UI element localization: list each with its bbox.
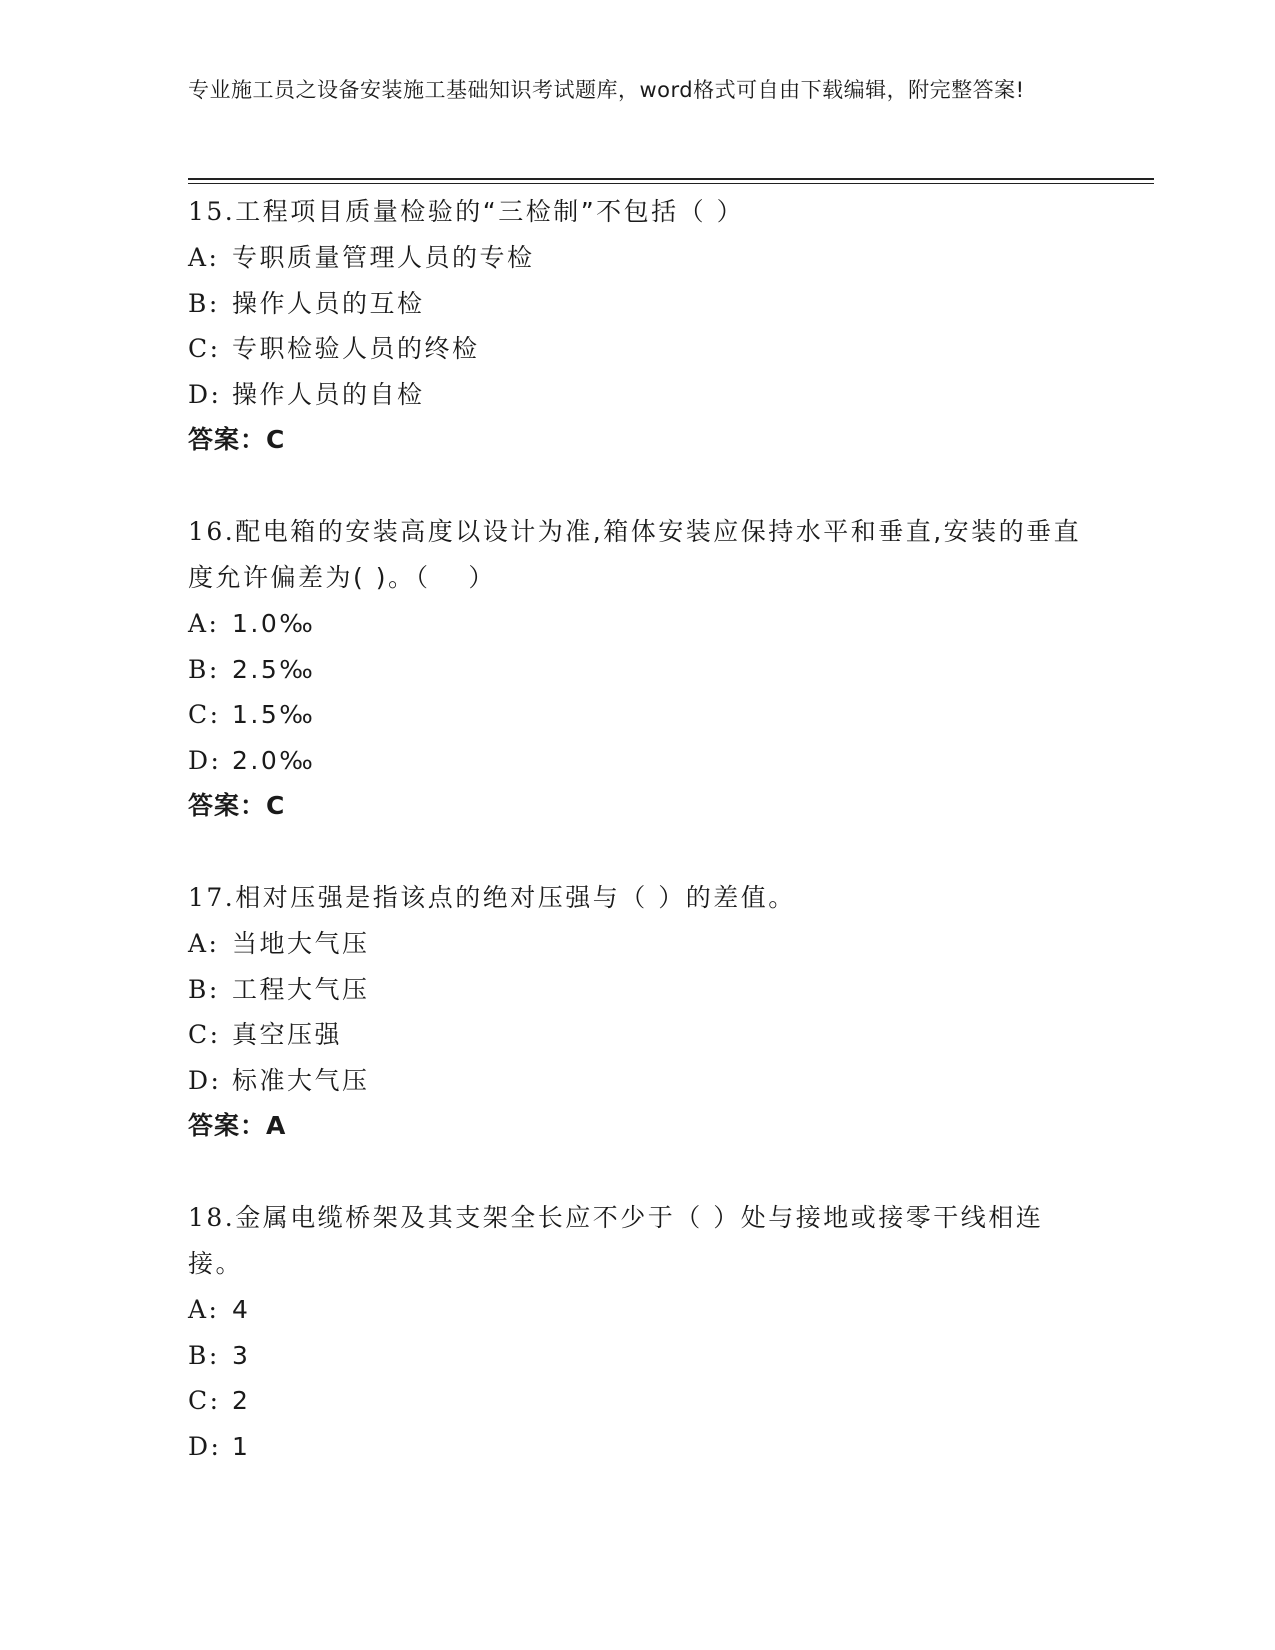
header-divider-thin [188, 183, 1154, 184]
option-a [188, 601, 1088, 647]
question-stem [188, 875, 1088, 921]
question-list [188, 189, 1088, 1515]
option-d [188, 738, 1088, 784]
option-text: 操作人员的互检 [232, 288, 425, 318]
option-b [188, 1333, 1088, 1379]
document-header: 专业施工员之设备安装施工基础知识考试题库，word格式可自由下载编辑，附完整答案! [188, 78, 1025, 102]
option-text: 2 [232, 1386, 251, 1415]
option-c [188, 692, 1088, 738]
option-label: D: [188, 379, 222, 409]
option-text: 专职质量管理人员的专检 [232, 243, 535, 272]
option-label: B: [188, 654, 220, 684]
option-label: B: [188, 974, 220, 1004]
option-a [188, 1287, 1088, 1333]
option-d [188, 1058, 1088, 1104]
option-text: 专职检验人员的终检 [232, 334, 480, 363]
question-text: 配电箱的安装高度以设计为准,箱体安装应保持水平和垂直,安装的垂直度允许偏差为( )。（ ） [188, 517, 1082, 592]
option-label: B: [188, 288, 220, 318]
question-text: 相对压强是指该点的绝对压强与（ ）的差值。 [235, 883, 796, 912]
option-c [188, 1012, 1088, 1058]
option-d [188, 1424, 1088, 1470]
option-text: 标准大气压 [232, 1065, 370, 1095]
option-label: A: [188, 929, 220, 958]
question-stem [188, 1195, 1088, 1287]
option-label: C: [188, 700, 221, 729]
question-number: 16. [188, 517, 236, 546]
option-b [188, 967, 1088, 1013]
option-a [188, 921, 1088, 967]
question-stem [188, 189, 1088, 235]
option-text: 工程大气压 [232, 974, 370, 1004]
option-label: C: [188, 1386, 221, 1415]
answer-line: 答案：C [188, 791, 286, 820]
option-label: D: [188, 1431, 222, 1461]
question-number: 18. [188, 1203, 236, 1232]
option-label: A: [188, 1295, 220, 1324]
header-divider-thick [188, 178, 1154, 180]
option-text: 操作人员的自检 [232, 379, 425, 409]
option-label: A: [188, 243, 220, 272]
option-c [188, 326, 1088, 372]
option-d [188, 372, 1088, 418]
question-16 [188, 509, 1088, 829]
option-text: 4 [232, 1295, 251, 1324]
option-label: C: [188, 1020, 221, 1049]
option-text: 1.5‰ [232, 700, 316, 729]
option-label: D: [188, 745, 222, 775]
option-c [188, 1378, 1088, 1424]
question-15 [188, 189, 1088, 463]
option-text: 当地大气压 [232, 929, 370, 958]
question-stem [188, 509, 1088, 601]
option-text: 1.0‰ [232, 609, 316, 638]
option-label: D: [188, 1065, 222, 1095]
question-number: 17. [188, 883, 236, 912]
question-18 [188, 1195, 1088, 1469]
option-label: A: [188, 609, 220, 638]
option-label: B: [188, 1340, 220, 1370]
option-b [188, 281, 1088, 327]
option-text: 2.0‰ [232, 745, 316, 775]
question-text: 工程项目质量检验的“三检制”不包括（ ） [235, 197, 745, 226]
option-b [188, 647, 1088, 693]
question-17 [188, 875, 1088, 1149]
option-text: 1 [232, 1431, 251, 1461]
option-text: 2.5‰ [232, 654, 316, 684]
option-a [188, 235, 1088, 281]
answer-line: 答案：A [188, 1111, 287, 1140]
question-number: 15. [188, 197, 236, 226]
question-text: 金属电缆桥架及其支架全长应不少于（ ）处与接地或接零干线相连接。 [188, 1203, 1044, 1278]
answer-line: 答案：C [188, 425, 286, 454]
option-text: 真空压强 [232, 1020, 343, 1049]
option-label: C: [188, 334, 221, 363]
option-text: 3 [232, 1340, 251, 1370]
